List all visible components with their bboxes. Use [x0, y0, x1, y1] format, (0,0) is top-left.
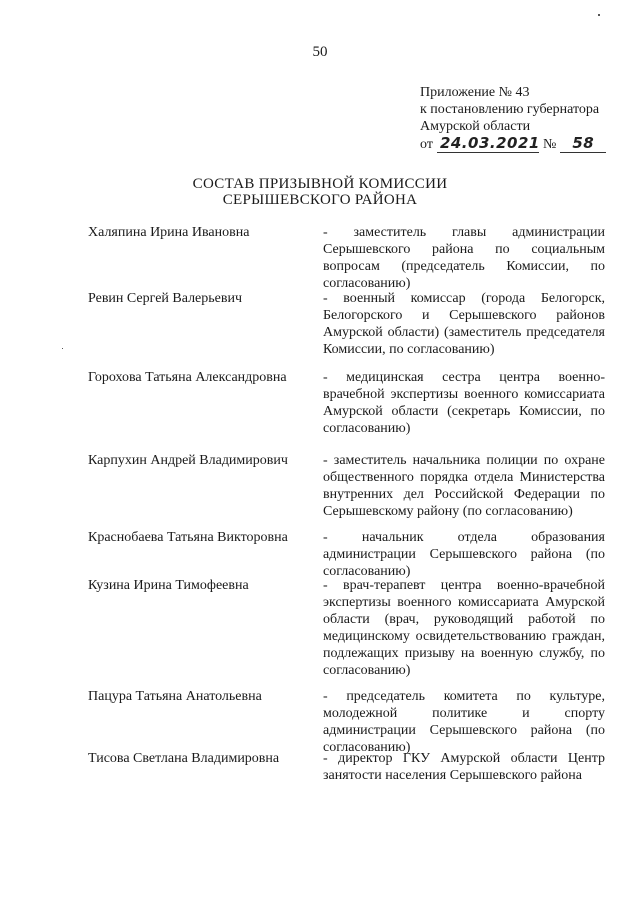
appendix-block — [420, 84, 606, 153]
member-name: Карпухин Андрей Владимирович — [88, 453, 288, 468]
member-name: Халяпина Ирина Ивановна — [88, 225, 250, 240]
title-line-1: СОСТАВ ПРИЗЫВНОЙ КОМИССИИ — [192, 176, 448, 192]
appendix-date-number-line — [420, 135, 606, 153]
member-name: Тисова Светлана Владимировна — [88, 751, 280, 766]
member-name: Пацура Татьяна Анатольевна — [88, 689, 262, 704]
member-role: - заместитель главы администрации Серышевского района по социальным вопросам (председатель Комиссии, по согласованию) — [323, 225, 605, 291]
appendix-region: Амурской области — [420, 119, 531, 134]
page-number: 50 — [312, 44, 328, 60]
member-role: - врач-терапевт центра военно-врачебной экспертизы военного комиссариата Амурской области (врач, руководящий работой по медицинскому освидетельствованию граждан, подлежащих призыву на военную службу, по согласованию) — [323, 578, 605, 678]
appendix-reference: к постановлению губернатора — [420, 102, 600, 117]
member-role: - начальник отдела образования администрации Серышевского района (по согласованию) — [323, 530, 605, 579]
member-name: Горохова Татьяна Александровна — [88, 370, 287, 385]
member-name: Ревин Сергей Валерьевич — [88, 291, 243, 306]
scan-speck — [598, 14, 600, 16]
number-prefix: № — [542, 137, 557, 152]
document-title — [0, 176, 640, 208]
member-role: - директор ГКУ Амурской области Центр занятости населения Серышевского района — [323, 751, 605, 783]
member-name: Кузина Ирина Тимофеевна — [88, 578, 249, 593]
handwritten-date: 24.03.2021 — [437, 135, 539, 153]
member-name: Краснобаева Татьяна Викторовна — [88, 530, 288, 545]
title-line-2: СЕРЫШЕВСКОГО РАЙОНА — [222, 192, 418, 208]
member-role: - председатель комитета по культуре, молодежной политике и спорту администрации Серышевского района (по согласованию) — [323, 689, 605, 755]
handwritten-number: 58 — [560, 135, 606, 153]
date-prefix: от — [420, 137, 433, 152]
scan-speck — [62, 348, 63, 349]
member-role: - военный комиссар (города Белогорск, Белогорского и Серышевского районов Амурской области) (заместитель председателя Комиссии, по согласованию) — [323, 291, 605, 357]
member-role: - медицинская сестра центра военно-врачебной экспертизы военного комиссариата Амурской области (секретарь Комиссии, по согласованию) — [323, 370, 605, 436]
member-role: - заместитель начальника полиции по охране общественного порядка отдела Министерства внутренних дел Российской Федерации по Серышевскому району (по согласованию) — [323, 453, 605, 519]
appendix-title: Приложение № 43 — [420, 85, 530, 100]
